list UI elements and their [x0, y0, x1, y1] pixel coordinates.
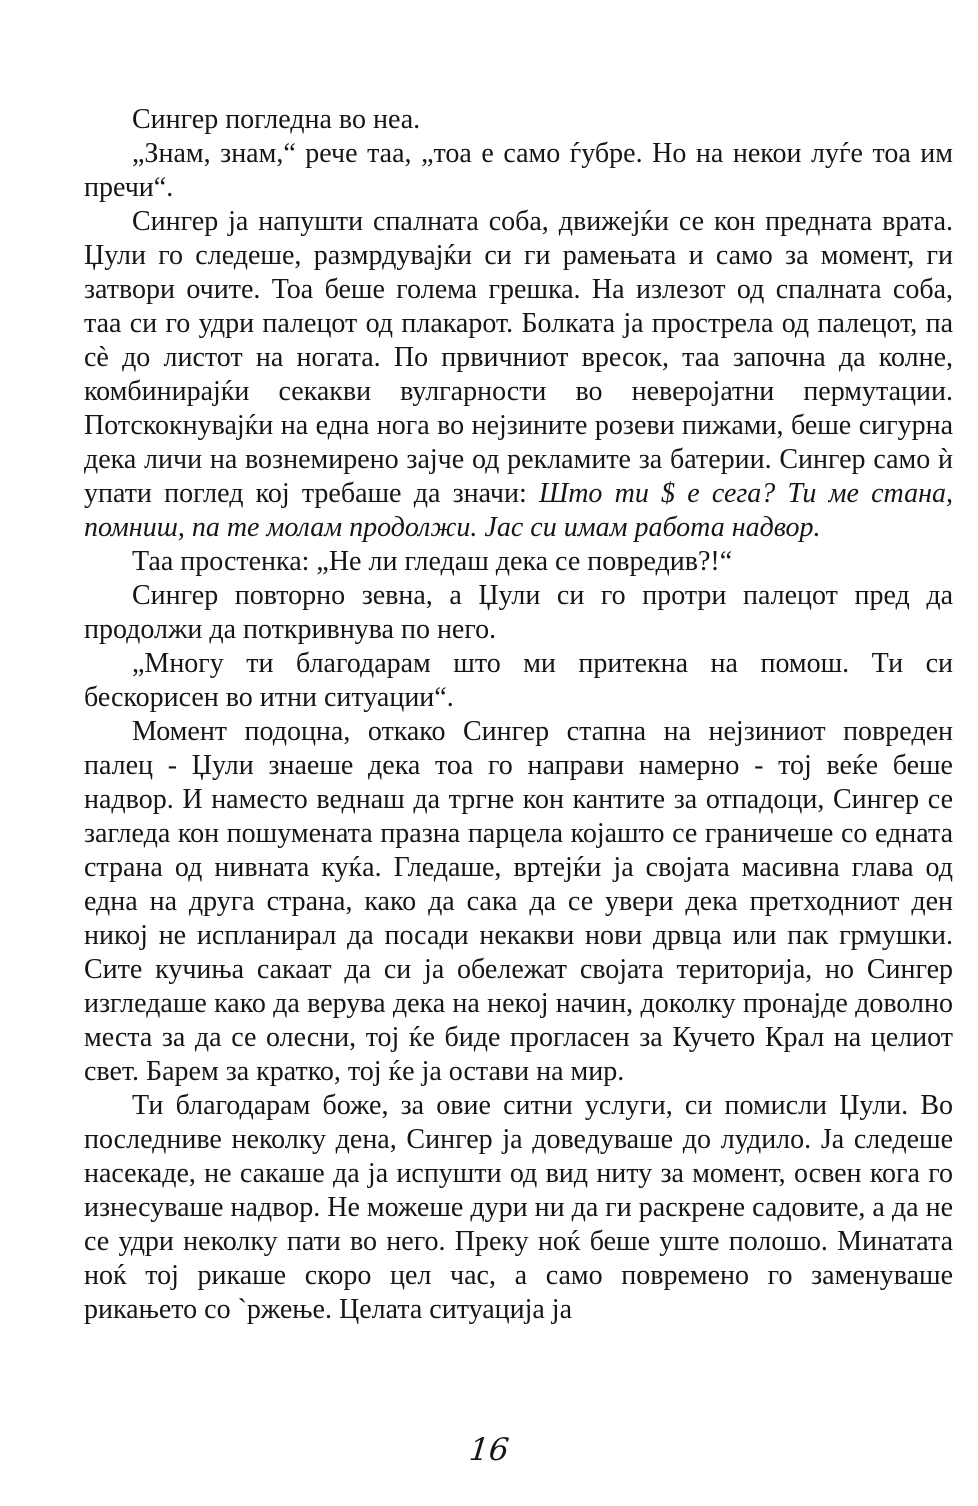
- paragraph-3-italic-text: Што ти $ е сега? Ти ме стана, помниш, па те молам продолжи. Јас си имам работа надвор.: [84, 478, 954, 543]
- page-number: 16: [467, 1432, 511, 1468]
- page-text: [84, 103, 953, 1327]
- paragraph-3-normal-text: Сингер ја напушти спалната соба, движејќи се кон предната врата. Џули го следеше, размрдувајќи си ги рамењата и само за момент, ги затвори очите. Тоа беше голема грешка. На излезот од спалната соба, таа си го удри палецот од плакарот. Болката ја прострела од палецот, па сѐ до листот на ногата. По првичниот вресок, таа започна да колне, комбинирајќи секакви вулгарности во неверојатни пермутации. Потскокнувајќи на една нога во нејзините розеви пижами, беше сигурна дека личи на вознемирено зајче од рекламите за батерии. Сингер само ѝ упати поглед кој требаше да значи:: [84, 206, 953, 509]
- paragraph-5: Сингер повторно зевна, а Џули си го протри палецот пред да продолжи да поткривнува по него.: [84, 580, 953, 645]
- paragraph-8: Ти благодарам боже, за овие ситни услуги, си помисли Џули. Во последниве неколку дена, Сингер ја доведуваше до лудило. Ја следеше насекаде, не сакаше да ја испушти од вид ниту за момент, освен кога го изнесуваше надвор. Не можеше дури ни да ги раскрене садовите, а да не се удри неколку пати во него. Преку ноќ беше уште полошо. Минатата ноќ тој рикаше скоро цел час, а само повремено го заменуваше рикањето со `ржење. Целата ситуација ја: [84, 1090, 953, 1325]
- paragraph-7: Момент подоцна, откако Сингер стапна на нејзиниот повреден палец - Џули знаеше дека тоа го направи намерно - тој веќе беше надвор. И наместо веднаш да тргне кон кантите за отпадоци, Сингер се загледа кон пошумената празна парцела којашто се граничеше со едната страна од нивната куќа. Гледаше, вртејќи ја својата масивна глава од една на друга страна, како да сака да се увери дека претходниот ден никој не испланирал да посади некакви нови дрвца или пак грмушки. Сите кучиња сакаат да си ја обележат својата територија, но Сингер изгледаше како да верува дека на некој начин, доколку пронајде доволно места за да се олесни, тој ќе биде прогласен за Кучето Крал на целиот свет. Барем за кратко, тој ќе ја остави на мир.: [84, 716, 953, 1087]
- paragraph-4: Таа простенка: „Не ли гледаш дека се повредив?!“: [132, 546, 733, 577]
- paragraph-3: [84, 205, 953, 545]
- paragraph-1: Сингер погледна во неа.: [132, 104, 421, 135]
- paragraph-6: „Многу ти благодарам што ми притекна на помош. Ти си бескорисен во итни ситуации“.: [84, 648, 953, 713]
- paragraph-2: „Знам, знам,“ рече таа, „тоа е само ѓубре. Но на некои луѓе тоа им пречи“.: [84, 138, 953, 203]
